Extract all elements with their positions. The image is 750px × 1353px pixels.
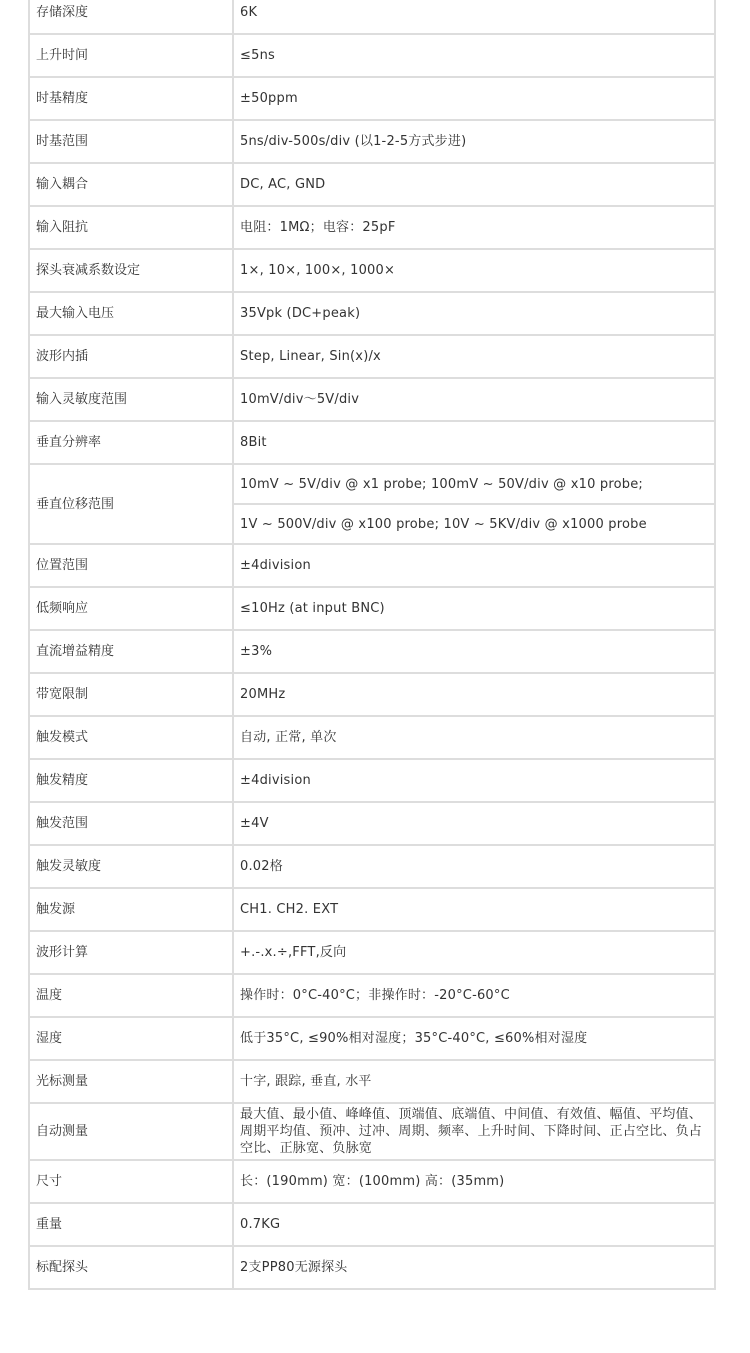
spec-label: 位置范围 — [29, 544, 233, 587]
spec-value: 低于35°C, ≤90%相对湿度；35°C-40°C, ≤60%相对湿度 — [233, 1017, 715, 1060]
table-row — [29, 249, 715, 292]
spec-label: 波形内插 — [29, 335, 233, 378]
table-row — [29, 34, 715, 77]
spec-value: 10mV ~ 5V/div @ x1 probe; 100mV ~ 50V/div @ x10 probe; — [233, 464, 715, 504]
spec-value: 6K — [233, 0, 715, 34]
spec-value: 8Bit — [233, 421, 715, 464]
table-row — [29, 1160, 715, 1203]
spec-value: 2支PP80无源探头 — [233, 1246, 715, 1289]
table-row — [29, 335, 715, 378]
spec-label: 垂直位移范围 — [29, 464, 233, 544]
spec-label: 重量 — [29, 1203, 233, 1246]
spec-label: 波形计算 — [29, 931, 233, 974]
spec-label: 垂直分辨率 — [29, 421, 233, 464]
spec-label: 低频响应 — [29, 587, 233, 630]
spec-label: 直流增益精度 — [29, 630, 233, 673]
spec-value: 1×, 10×, 100×, 1000× — [233, 249, 715, 292]
spec-value: ±4division — [233, 544, 715, 587]
table-row — [29, 163, 715, 206]
spec-value: 20MHz — [233, 673, 715, 716]
spec-label: 触发源 — [29, 888, 233, 931]
spec-label: 自动测量 — [29, 1103, 233, 1160]
spec-label: 存储深度 — [29, 0, 233, 34]
table-row — [29, 0, 715, 34]
table-row — [29, 292, 715, 335]
table-row — [29, 974, 715, 1017]
spec-value: 10mV/div～5V/div — [233, 378, 715, 421]
spec-label: 触发模式 — [29, 716, 233, 759]
table-row — [29, 802, 715, 845]
spec-label: 带宽限制 — [29, 673, 233, 716]
spec-label: 湿度 — [29, 1017, 233, 1060]
spec-label: 触发范围 — [29, 802, 233, 845]
spec-label: 温度 — [29, 974, 233, 1017]
spec-label: 光标测量 — [29, 1060, 233, 1103]
spec-label: 触发灵敏度 — [29, 845, 233, 888]
spec-value: Step, Linear, Sin(x)/x — [233, 335, 715, 378]
table-row — [29, 1060, 715, 1103]
spec-value: ±3% — [233, 630, 715, 673]
table-row — [29, 1203, 715, 1246]
table-row — [29, 759, 715, 802]
spec-label: 最大输入电压 — [29, 292, 233, 335]
spec-label: 标配探头 — [29, 1246, 233, 1289]
spec-value: 电阻：1MΩ；电容：25pF — [233, 206, 715, 249]
spec-label: 探头衰减系数设定 — [29, 249, 233, 292]
spec-value: 十字, 跟踪, 垂直, 水平 — [233, 1060, 715, 1103]
table-row — [29, 464, 715, 504]
table-row — [29, 544, 715, 587]
spec-value: ±4V — [233, 802, 715, 845]
spec-value: 0.02格 — [233, 845, 715, 888]
spec-value: 5ns/div-500s/div (以1-2-5方式步进) — [233, 120, 715, 163]
spec-value: ±4division — [233, 759, 715, 802]
spec-value: +.-.x.÷,FFT,反向 — [233, 931, 715, 974]
table-row — [29, 673, 715, 716]
spec-label: 时基精度 — [29, 77, 233, 120]
spec-value: ≤10Hz (at input BNC) — [233, 587, 715, 630]
table-row — [29, 421, 715, 464]
table-row — [29, 1246, 715, 1289]
spec-label: 触发精度 — [29, 759, 233, 802]
table-row — [29, 1017, 715, 1060]
spec-value: 自动, 正常, 单次 — [233, 716, 715, 759]
spec-value: 35Vpk (DC+peak) — [233, 292, 715, 335]
spec-value: DC, AC, GND — [233, 163, 715, 206]
table-row — [29, 77, 715, 120]
table-row — [29, 845, 715, 888]
spec-label: 上升时间 — [29, 34, 233, 77]
table-row — [29, 630, 715, 673]
spec-value: CH1. CH2. EXT — [233, 888, 715, 931]
spec-label: 时基范围 — [29, 120, 233, 163]
table-row — [29, 587, 715, 630]
spec-value: 长：(190mm) 宽：(100mm) 高：(35mm) — [233, 1160, 715, 1203]
spec-value: 操作时：0°C-40°C；非操作时：-20°C-60°C — [233, 974, 715, 1017]
spec-label: 输入耦合 — [29, 163, 233, 206]
spec-table — [28, 0, 716, 1290]
table-row — [29, 378, 715, 421]
spec-value-continued: 1V ~ 500V/div @ x100 probe; 10V ~ 5KV/div @ x1000 probe — [233, 504, 715, 544]
spec-label: 输入阻抗 — [29, 206, 233, 249]
spec-value: ±50ppm — [233, 77, 715, 120]
spec-label: 尺寸 — [29, 1160, 233, 1203]
table-row — [29, 1103, 715, 1160]
spec-value: 0.7KG — [233, 1203, 715, 1246]
table-row — [29, 931, 715, 974]
table-row — [29, 120, 715, 163]
spec-value: ≤5ns — [233, 34, 715, 77]
spec-label: 输入灵敏度范围 — [29, 378, 233, 421]
table-row — [29, 206, 715, 249]
table-row — [29, 716, 715, 759]
table-row — [29, 888, 715, 931]
spec-value: 最大值、最小值、峰峰值、顶端值、底端值、中间值、有效值、幅值、平均值、周期平均值、预冲、过冲、周期、频率、上升时间、下降时间、正占空比、负占空比、正脉宽、负脉宽 — [233, 1103, 715, 1160]
